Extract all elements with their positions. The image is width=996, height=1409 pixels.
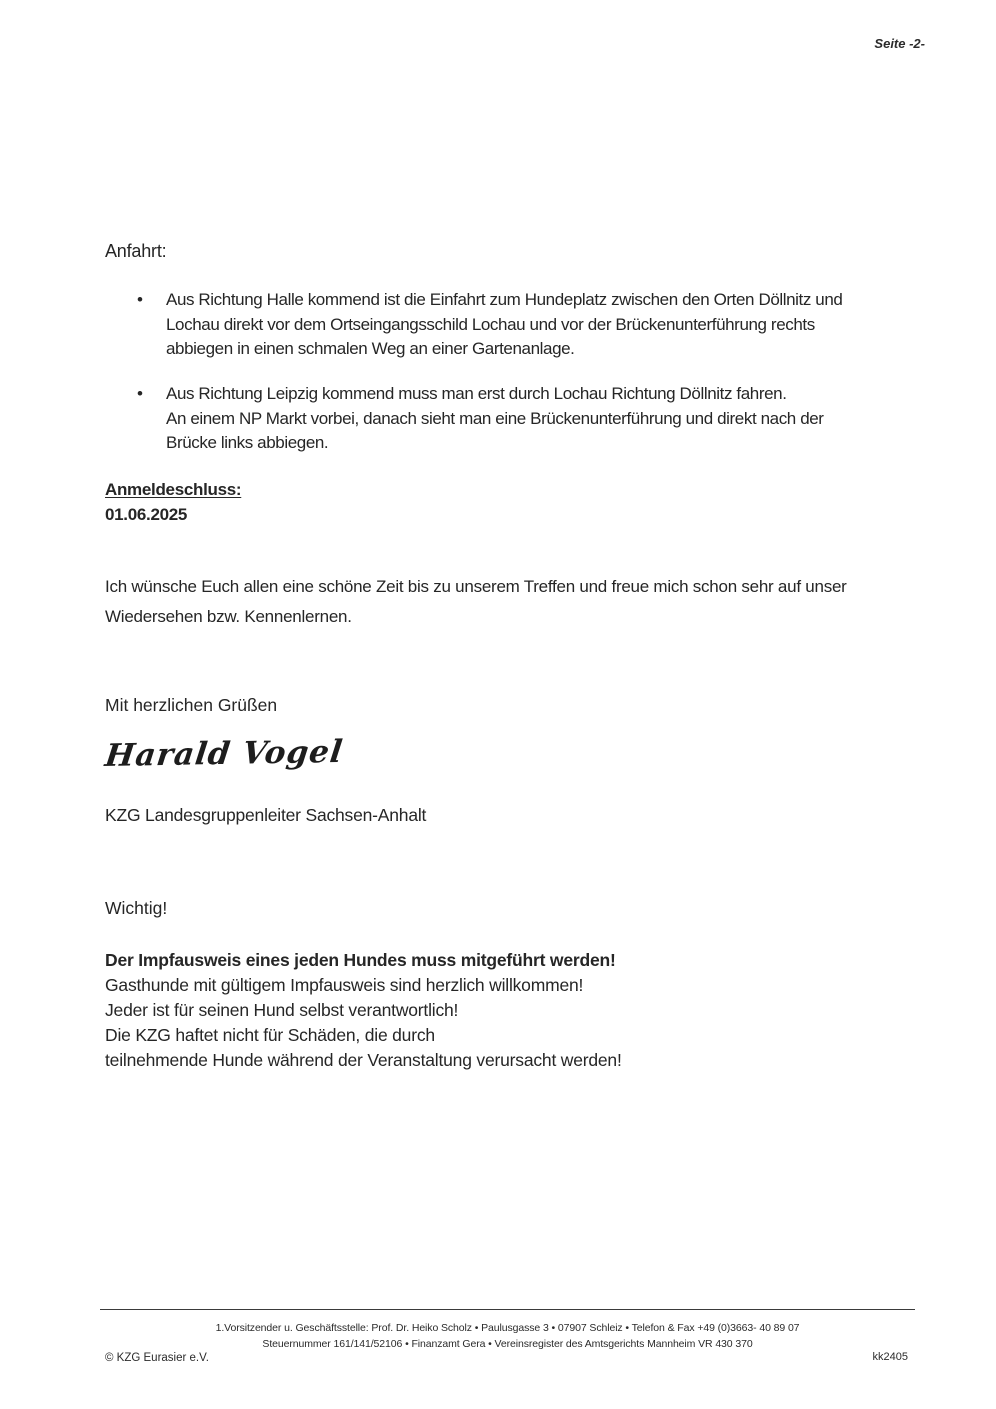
wish-line: Ich wünsche Euch allen eine schöne Zeit bis zu unserem Treffen und freue mich schon sehr auf unser xyxy=(105,577,847,596)
anmeldeschluss-label: Anmeldeschluss: xyxy=(105,480,242,499)
signature: Harald Vogel xyxy=(103,733,346,774)
bullet-icon: • xyxy=(137,290,143,309)
closing-salutation: Mit herzlichen Grüßen xyxy=(105,695,278,715)
bullet-item-richtung-leipzig xyxy=(105,382,935,456)
impfausweis-bold-line: Der Impfausweis eines jeden Hundes muss mitgeführt werden! xyxy=(105,950,616,970)
anfahrt-heading: Anfahrt: xyxy=(105,241,167,261)
bullet-line: abbiegen in einen schmalen Weg an einer Gartenanlage. xyxy=(166,339,575,358)
bullet-line: An einem NP Markt vorbei, danach sieht man eine Brückenunterführung und direkt nach der xyxy=(166,408,824,428)
bullet-line: Aus Richtung Halle kommend ist die Einfahrt zum Hundeplatz zwischen den Orten Döllnitz und xyxy=(166,290,843,309)
wish-line: Wiedersehen bzw. Kennenlernen. xyxy=(105,607,352,626)
footer-divider xyxy=(100,1309,915,1310)
notice-line: teilnehmende Hunde während der Veranstaltung verursacht werden! xyxy=(105,1050,622,1070)
important-notice-block xyxy=(105,948,622,1073)
footer-contact-line: 1.Vorsitzender u. Geschäftsstelle: Prof. Dr. Heiko Scholz • Paulusgasse 3 • 07907 Schleiz • Telefon & Fax +49 (0)3663- 40 89 07 xyxy=(215,1322,800,1334)
footer-registry-line: Steuernummer 161/141/52106 • Finanzamt Gera • Vereinsregister des Amtsgerichts Mannheim VR 430 370 xyxy=(262,1338,753,1350)
anmeldeschluss-block xyxy=(105,477,241,527)
anmeldeschluss-date: 01.06.2025 xyxy=(105,505,188,524)
footer-copyright: © KZG Eurasier e.V. xyxy=(105,1352,209,1364)
wish-paragraph xyxy=(105,572,847,632)
notice-line: Die KZG haftet nicht für Schäden, die durch xyxy=(105,1025,435,1045)
footer-document-code: kk2405 xyxy=(872,1351,908,1363)
footer-contact-block xyxy=(100,1320,915,1352)
signer-role: KZG Landesgruppenleiter Sachsen-Anhalt xyxy=(105,805,427,825)
bullet-icon: • xyxy=(137,384,143,403)
bullet-item-richtung-halle xyxy=(105,288,935,362)
bullet-line: Aus Richtung Leipzig kommend muss man erst durch Lochau Richtung Döllnitz fahren. xyxy=(166,384,787,403)
notice-line: Jeder ist für seinen Hund selbst verantwortlich! xyxy=(105,1000,459,1020)
bullet-text xyxy=(166,382,824,456)
bullet-line: Brücke links abbiegen. xyxy=(166,433,329,452)
important-heading: Wichtig! xyxy=(105,898,168,918)
notice-line: Gasthunde mit gültigem Impfausweis sind herzlich willkommen! xyxy=(105,975,584,995)
bullet-line: Lochau direkt vor dem Ortseingangsschild Lochau und vor der Brückenunterführung rechts xyxy=(166,314,815,334)
page-number-label: Seite -2- xyxy=(874,36,925,51)
bullet-text xyxy=(166,288,842,362)
